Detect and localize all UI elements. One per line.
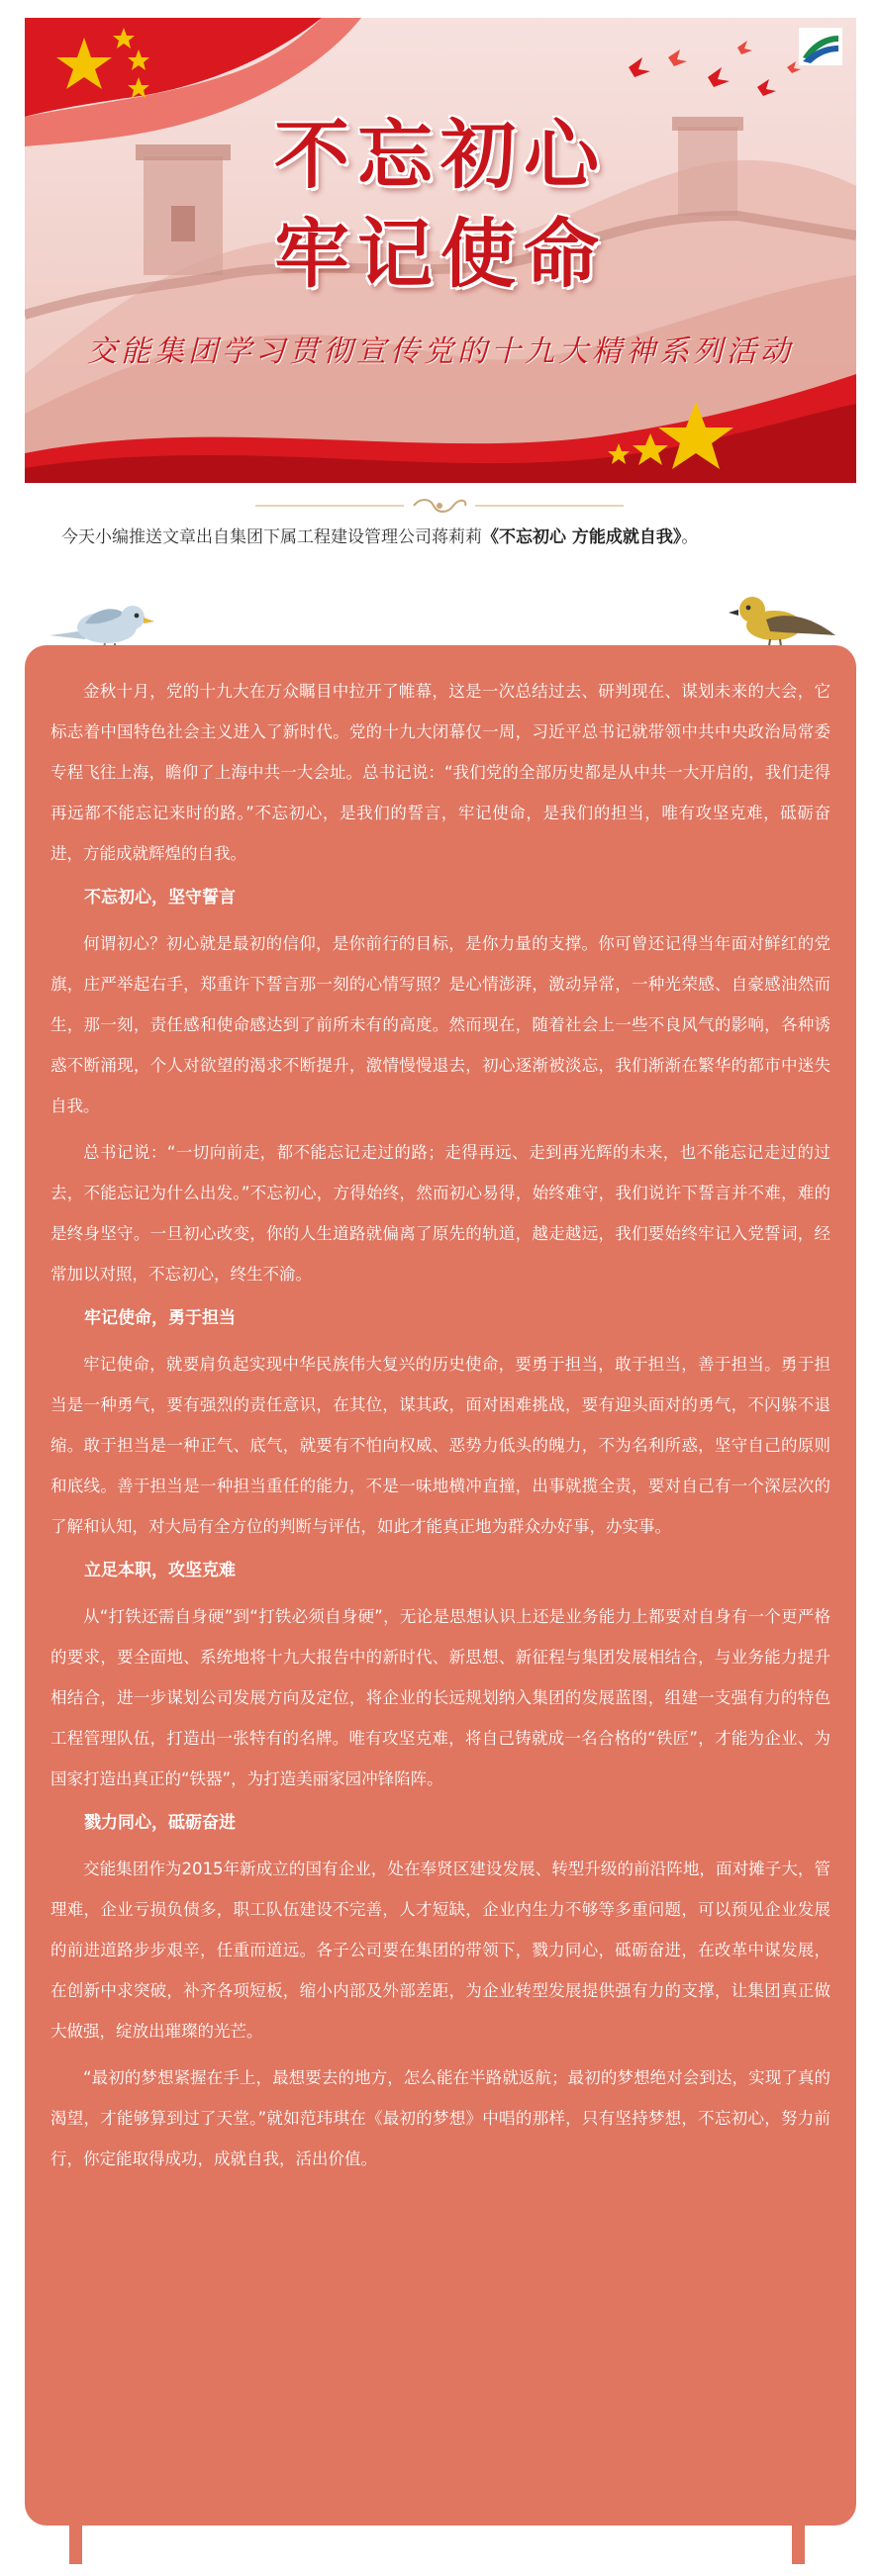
- article-paragraph: 金秋十月，党的十九大在万众瞩目中拉开了帷幕，这是一次总结过去、研判现在、谋划未来的大会，它标志着中国特色社会主义进入了新时代。党的十九大闭幕仅一周，习近平总书记就带领中共中央政治局常委专程飞往上海，瞻仰了上海中共一大会址。总书记说：“我们党的全部历史都是从中共一大开启的，我们走得再远都不能忘记来时的路。”不忘初心，是我们的誓言，牢记使命，是我们的担当，唯有攻坚克难，砥砺奋进，方能成就辉煌的自我。: [50, 682, 830, 863]
- section-heading-1: 不忘初心，坚守誓言: [84, 888, 236, 907]
- banner-subtitle: 交能集团学习贯彻宣传党的十九大精神系列活动: [87, 334, 794, 369]
- card-leg-right: [792, 2519, 805, 2564]
- intro-prefix: 今天小编推送文章出自集团下属工程建设管理公司蒋莉莉: [61, 527, 482, 547]
- article-paragraph: 何谓初心？初心就是最初的信仰，是你前行的目标，是你力量的支撑。你可曾还记得当年面对鲜红的党旗，庄严举起右手，郑重许下誓言那一刻的心情写照？是心情澎湃，激动异常，一种光荣感、自豪感油然而生，那一刻，责任感和使命感达到了前所未有的高度。然而现在，随着社会上一些不良风气的影响，各种诱惑不断涌现，个人对欲望的渴求不断提升，激情慢慢退去，初心逐渐被淡忘，我们渐渐在繁华的都市中迷失自我。: [50, 934, 830, 1115]
- intro-text: [61, 525, 843, 550]
- intro-suffix: 。: [681, 527, 699, 547]
- intro-article-title: 《不忘初心 方能成就自我》: [482, 527, 682, 547]
- banner-title-line2: 牢记使命: [274, 210, 607, 298]
- article-paragraph: 总书记说：“一切向前走，都不能忘记走过的路；走得再远、走到再光辉的未来，也不能忘记走过的过去，不能忘记为什么出发。”不忘初心，方得始终，然而初心易得，始终难守，我们说许下誓言并不难，难的是终身坚守。一旦初心改变，你的人生道路就偏离了原先的轨道，越走越远，我们要始终牢记入党誓词，经常加以对照，不忘初心，终生不渝。: [50, 1143, 830, 1284]
- card-leg-left: [69, 2519, 82, 2564]
- section-heading-3: 立足本职，攻坚克难: [84, 1561, 236, 1580]
- company-logo-icon: [799, 28, 842, 65]
- article-paragraph: 交能集团作为2015年新成立的国有企业，处在奉贤区建设发展、转型升级的前沿阵地，面对摊子大，管理难，企业亏损负债多，职工队伍建设不完善，人才短缺，企业内生力不够等多重问题，可以预见企业发展的前进道路步步艰辛，任重而道远。各子公司要在集团的带领下，戮力同心，砥砺奋进，在改革中谋发展，在创新中求突破，补齐各项短板，缩小内部及外部差距，为企业转型发展提供强有力的支撑，让集团真正做大做强，绽放出璀璨的光芒。: [50, 1860, 830, 2041]
- article-paragraph: “最初的梦想紧握在手上，最想要去的地方，怎么能在半路就返航；最初的梦想绝对会到达，实现了真的渴望，才能够算到过了天堂。”就如范玮琪在《最初的梦想》中唱的那样，只有坚持梦想，不忘初心，努力前行，你定能取得成功，成就自我，活出价值。: [50, 2068, 830, 2168]
- section-heading-4: 戮力同心，砥砺奋进: [84, 1813, 236, 1833]
- banner-title-line1: 不忘初心: [274, 111, 607, 199]
- ornament-divider: [255, 495, 624, 517]
- header-banner: [25, 18, 856, 483]
- blue-bird-icon: [46, 594, 156, 653]
- article-paragraph: 牢记使命，就要肩负起实现中华民族伟大复兴的历史使命，要勇于担当，敢于担当，善于担当。勇于担当是一种勇气，要有强烈的责任意识，在其位，谋其政，面对困难挑战，要有迎头面对的勇气，不闪躲不退缩。敢于担当是一种正气、底气，就要有不怕向权威、恶势力低头的魄力，不为名利所惑，坚守自己的原则和底线。善于担当是一种担当重任的能力，不是一味地横冲直撞，出事就揽全责，要对自己有一个深层次的了解和认知，对大局有全方位的判断与评估，如此才能真正地为群众办好事，办实事。: [50, 1355, 830, 1536]
- article-paragraph: 从“打铁还需自身硬”到“打铁必须自身硬”，无论是思想认识上还是业务能力上都要对自身有一个更严格的要求，要全面地、系统地将十九大报告中的新时代、新思想、新征程与集团发展相结合，与业务能力提升相结合，进一步谋划公司发展方向及定位，将企业的长远规划纳入集团的发展蓝图，组建一支强有力的特色工程管理队伍，打造出一张特有的名牌。唯有攻坚克难，将自己铸就成一名合格的“铁匠”，才能为企业、为国家打造出真正的“铁器”，为打造美丽家园冲锋陷阵。: [50, 1607, 830, 1788]
- article-card: [25, 645, 856, 2526]
- section-heading-2: 牢记使命，勇于担当: [84, 1308, 236, 1328]
